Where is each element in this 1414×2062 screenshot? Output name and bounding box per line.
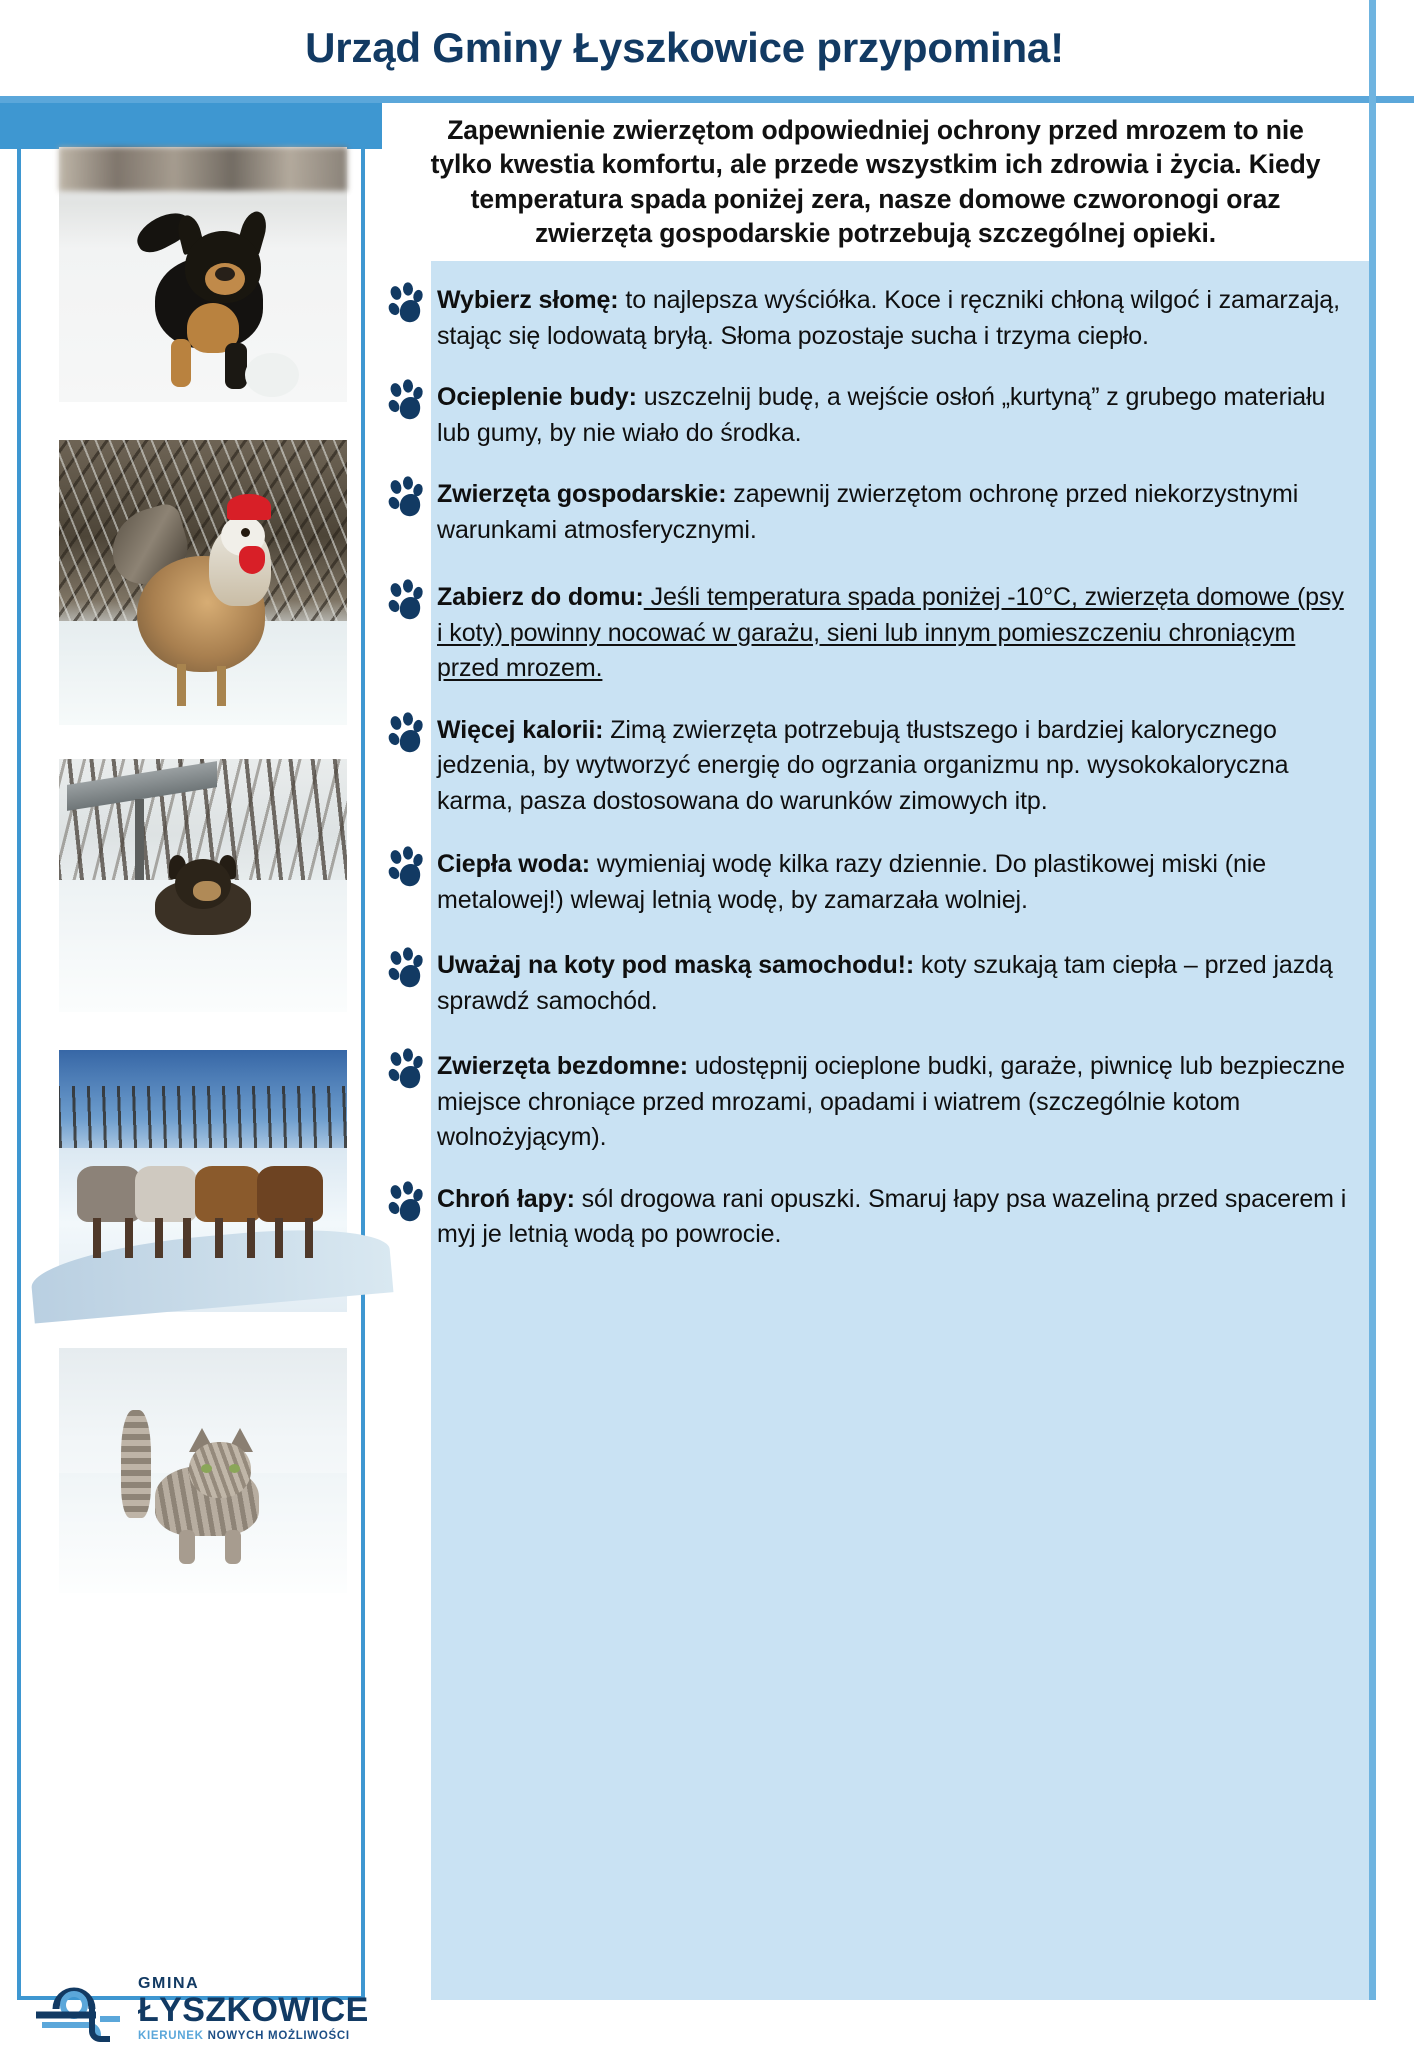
tip-label: Ocieplenie budy: xyxy=(437,383,637,411)
tip-text xyxy=(437,1049,1349,1156)
photo-dog-running-in-snow xyxy=(59,147,347,402)
paw-print-icon xyxy=(387,477,425,517)
paw-print-icon xyxy=(387,948,425,988)
tip-label: Zwierzęta gospodarskie: xyxy=(437,480,727,508)
tip-body: Jeśli temperatura spada poniżej -10°C, zwierzęta domowe (psy i koty) powinny nocować w garażu, sieni lub innym pomieszczeniu chroniącym przed mrozem. xyxy=(437,583,1344,682)
logo-tagline xyxy=(138,2030,369,2044)
tip-item xyxy=(431,847,1357,918)
tip-text xyxy=(437,847,1349,918)
tip-item xyxy=(431,948,1357,1019)
tip-body: to najlepsza wyściółka. Koce i ręczniki chłoną wilgoć i zamarzają, stając się lodowatą bryłą. Słoma pozostaje sucha i trzyma ciepło. xyxy=(437,286,1340,350)
tip-item xyxy=(431,283,1357,354)
content-column xyxy=(382,103,1369,2000)
tips-panel xyxy=(431,261,1369,2000)
photo-cows-in-snow xyxy=(59,1050,347,1312)
tip-body: wymieniaj wodę kilka razy dziennie. Do plastikowej miski (nie metalowej!) wlewaj letnią wodę, by zamarzała wolniej. xyxy=(437,850,1267,914)
tip-label: Chroń łapy: xyxy=(437,1184,575,1213)
tip-label: Zwierzęta bezdomne: xyxy=(437,1052,688,1080)
tip-item xyxy=(431,477,1357,548)
paw-print-icon xyxy=(387,713,425,753)
paw-print-icon xyxy=(387,1049,425,1089)
right-edge-rule xyxy=(1369,0,1376,2000)
tip-text xyxy=(437,948,1349,1019)
intro-paragraph: Zapewnienie zwierzętom odpowiedniej ochrony przed mrozem to nie tylko kwestia komfortu, ale przede wszystkim ich zdrowia i życia. Kiedy temperatura spada poniżej zera, nasze domowe czworonogi oraz zwierzęta gospodarskie potrzebują szczególnej opieki. xyxy=(430,115,1321,249)
tip-item xyxy=(431,1049,1357,1156)
tip-label: Wybierz słomę: xyxy=(437,286,619,314)
paw-print-icon xyxy=(387,380,425,420)
paw-print-icon xyxy=(387,283,425,323)
page-title: Urząd Gminy Łyszkowice przypomina! xyxy=(305,24,1064,71)
photo-rooster-in-snow xyxy=(59,440,347,725)
tip-label: Uważaj na koty pod maską samochodu!: xyxy=(437,951,915,979)
tip-item xyxy=(431,1182,1357,1253)
logo-tagline-dark: NOWYCH MOŻLIWOŚCI xyxy=(207,2029,350,2042)
tip-label: Zabierz do domu: xyxy=(437,583,644,611)
tip-label: Ciepła woda: xyxy=(437,850,590,878)
sidebar-top-band xyxy=(0,103,382,149)
tip-body: Zimą zwierzęta potrzebują tłustszego i bardziej kalorycznego jedzenia, by wytworzyć energię do ogrzania organizmu np. wysokokaloryczna karma, pasza dostosowana do warunków zimowych itp. xyxy=(437,715,1289,815)
tip-label: Więcej kalorii: xyxy=(437,715,604,744)
tip-text xyxy=(437,1182,1349,1253)
tip-item xyxy=(431,713,1357,820)
photo-sidebar xyxy=(0,103,382,2042)
header-divider-rule xyxy=(0,96,1414,103)
tip-text xyxy=(437,580,1349,687)
photo-cat-in-snow xyxy=(59,1348,347,1593)
photo-dog-under-shelter xyxy=(59,759,347,1012)
tip-body: uszczelnij budę, a wejście osłoń „kurtyną” z grubego materiału lub gumy, by nie wiało do środka. xyxy=(437,383,1326,447)
logo-gmina-label: GMINA xyxy=(138,1975,200,1993)
tip-body: koty szukają tam ciepła – przed jazdą sprawdź samochód. xyxy=(437,951,1333,1015)
tip-item xyxy=(431,380,1357,451)
logo-tagline-light: KIERUNEK xyxy=(138,2029,208,2042)
logo-municipality-name: ŁYSZKOWICE xyxy=(138,1991,369,2030)
tip-text xyxy=(437,380,1349,451)
poster-header xyxy=(0,0,1369,96)
tip-text xyxy=(437,283,1349,354)
tip-body: udostępnij ocieplone budki, garaże, piwnicę lub bezpieczne miejsce chroniące przed mrozami, opadami i wiatrem (szczególnie kotom wolnożyjącym). xyxy=(437,1052,1345,1151)
paw-print-icon xyxy=(387,580,425,620)
paw-print-icon xyxy=(387,847,425,887)
tip-item xyxy=(431,580,1357,687)
logo-wordmark xyxy=(138,1976,369,2043)
tip-body: zapewnij zwierzętom ochronę przed niekorzystnymi warunkami atmosferycznymi. xyxy=(437,480,1299,544)
gmina-logo xyxy=(34,1958,369,2062)
tip-text xyxy=(437,713,1349,820)
tip-body: sól drogowa rani opuszki. Smaruj łapy psa wazeliną przed spacerem i myj je letnią wodą po powrocie. xyxy=(437,1184,1347,1248)
gmina-emblem-icon xyxy=(34,1975,126,2045)
paw-print-icon xyxy=(387,1182,425,1222)
tip-text xyxy=(437,477,1349,548)
